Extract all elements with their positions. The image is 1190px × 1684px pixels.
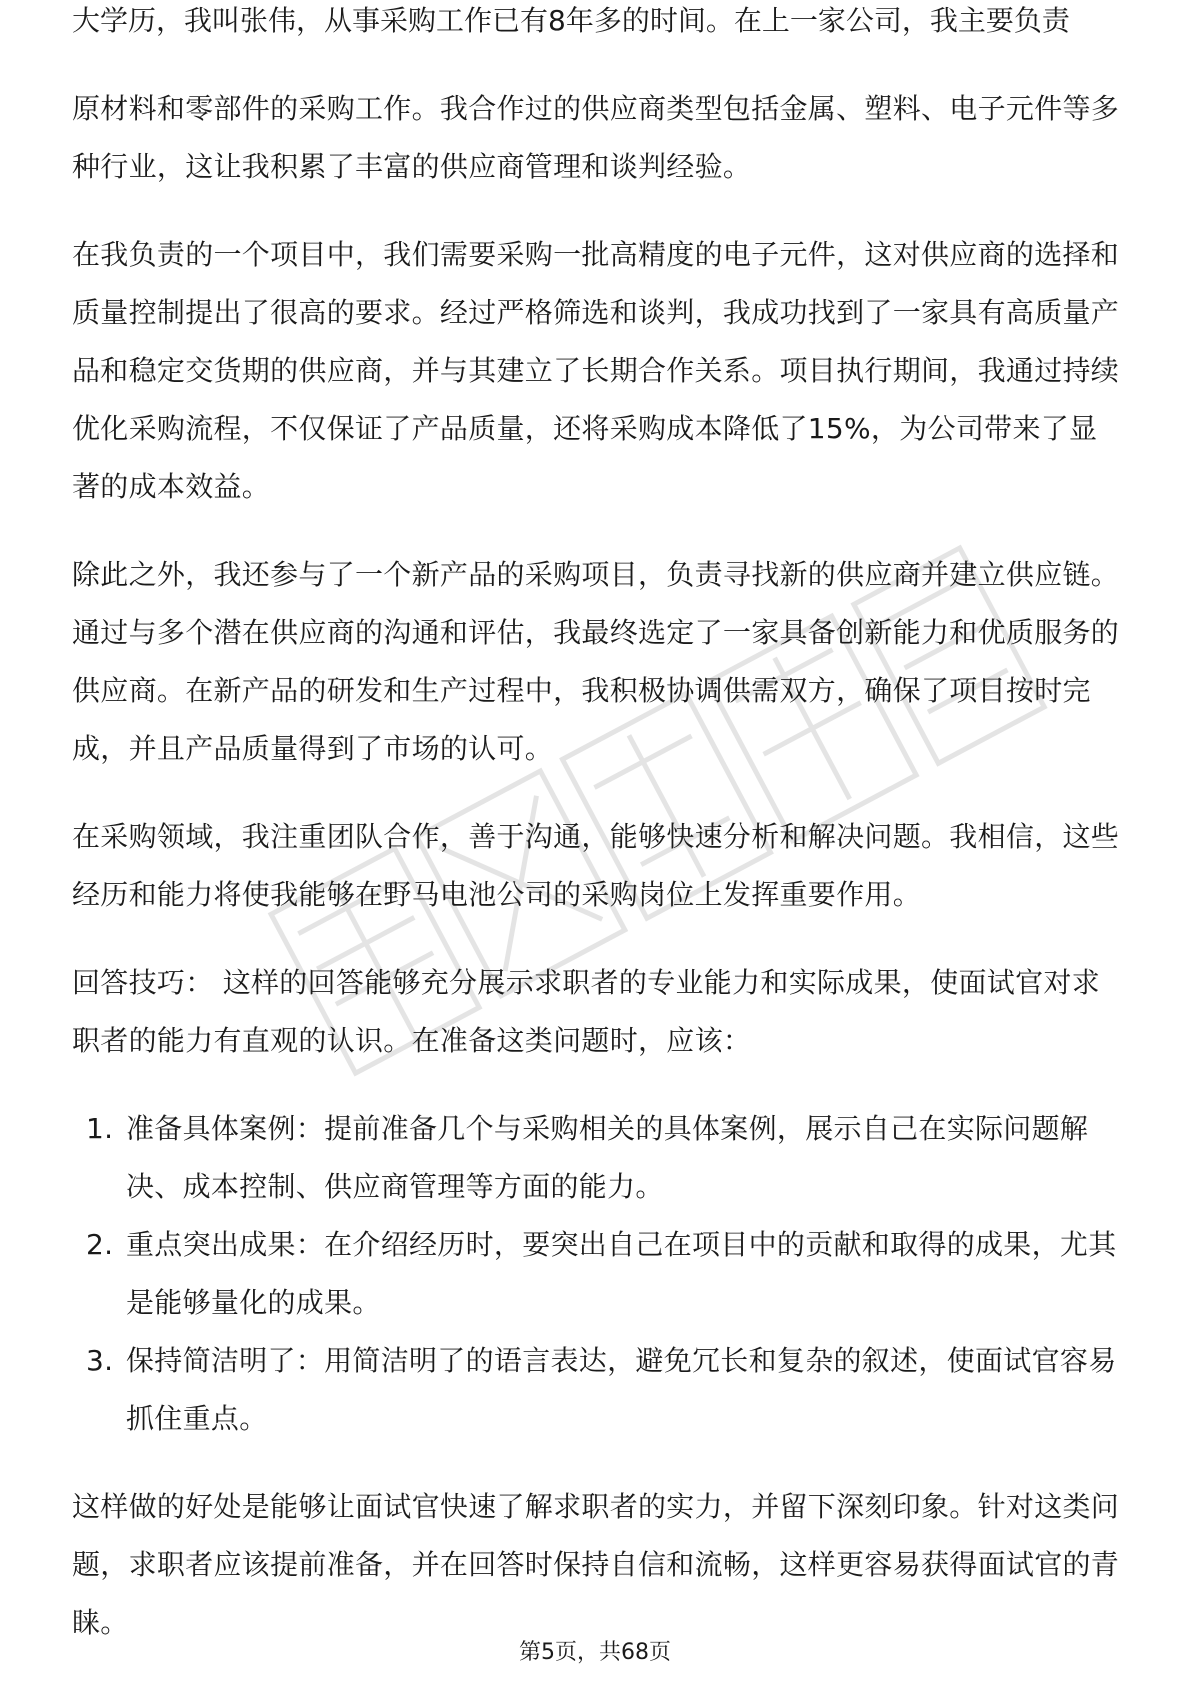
- list-text: 保持简洁明了：用简洁明了的语言表达，避免冗长和复杂的叙述，使面试官容易抓住重点。: [126, 1344, 1117, 1435]
- paragraph-experience: 原材料和零部件的采购工作。我合作过的供应商类型包括金属、塑料、电子元件等多种行业，这让我积累了丰富的供应商管理和谈判经验。: [72, 92, 1120, 183]
- tips-list: [72, 1100, 1122, 1448]
- list-item: [72, 1100, 1122, 1216]
- cut-off-first-line: [72, 4, 1122, 80]
- list-text: 准备具体案例：提前准备几个与采购相关的具体案例，展示自己在实际问题解决、成本控制、供应商管理等方面的能力。: [126, 1112, 1089, 1203]
- list-item: [72, 1216, 1122, 1332]
- page-number-footer: 第5页，共68页: [519, 1640, 671, 1665]
- list-number: 2.: [86, 1228, 114, 1261]
- list-item: [72, 1332, 1122, 1448]
- paragraph-answer-tips: 回答技巧： 这样的回答能够充分展示求职者的专业能力和实际成果，使面试官对求职者的能力有直观的认识。在准备这类问题时，应该：: [72, 966, 1101, 1057]
- paragraph-teamwork: 在采购领域，我注重团队合作，善于沟通，能够快速分析和解决问题。我相信，这些经历和能力将使我能够在野马电池公司的采购岗位上发挥重要作用。: [72, 820, 1120, 911]
- paragraph-new-product: 除此之外，我还参与了一个新产品的采购项目，负责寻找新的供应商并建立供应链。通过与多个潜在供应商的沟通和评估，我最终选定了一家具备创新能力和优质服务的供应商。在新产品的研发和生产过程中，我积极协调供需双方，确保了项目按时完成，并且产品质量得到了市场的认可。: [72, 558, 1120, 765]
- cut-off-text: 大学历，我叫张伟，从事采购工作已有8年多的时间。在上一家公司，我主要负责: [72, 4, 1070, 37]
- list-number: 3.: [86, 1344, 114, 1377]
- list-text: 重点突出成果：在介绍经历时，要突出自己在项目中的贡献和取得的成果，尤其是能够量化的成果。: [126, 1228, 1117, 1319]
- paragraph-closing: 这样做的好处是能够让面试官快速了解求职者的实力，并留下深刻印象。针对这类问题，求职者应该提前准备，并在回答时保持自信和流畅，这样更容易获得面试官的青睐。: [72, 1490, 1120, 1639]
- paragraph-project: 在我负责的一个项目中，我们需要采购一批高精度的电子元件，这对供应商的选择和质量控制提出了很高的要求。经过严格筛选和谈判，我成功找到了一家具有高质量产品和稳定交货期的供应商，并与其建立了长期合作关系。项目执行期间，我通过持续优化采购流程，不仅保证了产品质量，还将采购成本降低了15%，为公司带来了显著的成本效益。: [72, 238, 1120, 503]
- list-number: 1.: [86, 1112, 114, 1145]
- document-body: [72, 4, 1122, 1652]
